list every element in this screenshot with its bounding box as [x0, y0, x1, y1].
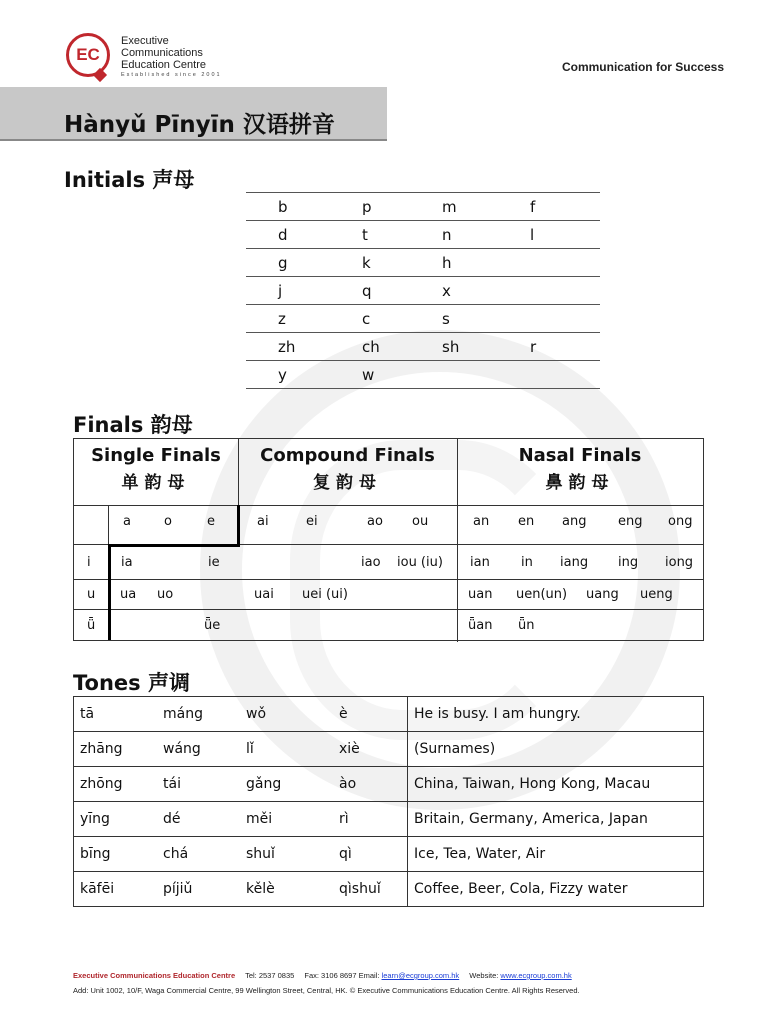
tone-2-cell: píjiǔ: [157, 872, 240, 907]
initial-cell: w: [330, 361, 410, 389]
meaning-cell: He is busy. I am hungry.: [408, 697, 704, 732]
final-ueng: ueng: [640, 587, 673, 602]
initial-cell: x: [410, 277, 498, 305]
medial-i: i: [87, 555, 91, 570]
meaning-cell: Coffee, Beer, Cola, Fizzy water: [408, 872, 704, 907]
tones-row: [74, 837, 704, 872]
initials-row: [246, 333, 600, 361]
footer-website-label: Website:: [469, 971, 499, 980]
single-finals-header: [74, 439, 238, 505]
final-iao: iao: [361, 555, 381, 570]
initials-table: [246, 192, 600, 389]
ec-logo: [66, 33, 286, 83]
divider: [108, 505, 109, 544]
footer-website-link[interactable]: www.ecgroup.com.hk: [500, 971, 572, 980]
final-iou: iou (iu): [397, 555, 443, 570]
tone-4-cell: qìshuǐ: [333, 872, 408, 907]
tones-row: [74, 802, 704, 837]
nasal-finals-title: Nasal Finals: [518, 445, 642, 466]
ec-logo-mark: EC: [66, 33, 110, 77]
initial-cell: d: [246, 221, 330, 249]
initial-cell: sh: [410, 333, 498, 361]
final-ing: ing: [618, 555, 639, 570]
tone-2-cell: máng: [157, 697, 240, 732]
compound-finals-title-zh: 复韵母: [313, 473, 382, 493]
tone-2-cell: wáng: [157, 732, 240, 767]
final-e: e: [207, 514, 215, 529]
initial-cell: l: [498, 221, 600, 249]
single-finals-title-zh: 单韵母: [121, 473, 191, 493]
tone-3-cell: shuǐ: [240, 837, 333, 872]
final-van: ǖan: [468, 618, 493, 633]
divider-thick: [108, 544, 111, 640]
initials-row: [246, 249, 600, 277]
footer-email-link[interactable]: learn@ecgroup.com.hk: [381, 971, 460, 980]
logo-line-3: Education Centre: [121, 59, 206, 71]
final-uo: uo: [157, 587, 174, 602]
initial-cell: z: [246, 305, 330, 333]
final-ia: ia: [121, 555, 133, 570]
initial-cell: b: [246, 193, 330, 221]
footer-tel: Tel: 2537 0835: [245, 971, 295, 980]
final-uang: uang: [586, 587, 619, 602]
initials-heading: Initials 声母: [64, 168, 195, 192]
initial-cell: n: [410, 221, 498, 249]
initials-row: [246, 277, 600, 305]
footer-address: Add: Unit 1002, 10/F, Waga Commercial Centre, 99 Wellington Street, Central, HK. © Executive Communications Education Centre. All Rights Reserved.: [73, 986, 580, 995]
final-vn: ǖn: [518, 618, 535, 633]
single-finals-title: Single Finals: [91, 445, 221, 466]
initial-cell: f: [498, 193, 600, 221]
meaning-cell: China, Taiwan, Hong Kong, Macau: [408, 767, 704, 802]
meaning-cell: Britain, Germany, America, Japan: [408, 802, 704, 837]
final-eng: eng: [618, 514, 643, 529]
initial-cell: h: [410, 249, 498, 277]
tone-1-cell: bīng: [74, 837, 158, 872]
final-an: an: [473, 514, 490, 529]
final-a: a: [123, 514, 131, 529]
tone-2-cell: chá: [157, 837, 240, 872]
tone-4-cell: ào: [333, 767, 408, 802]
initials-row: [246, 221, 600, 249]
initial-cell: c: [330, 305, 410, 333]
initial-cell: [498, 305, 600, 333]
compound-finals-title: Compound Finals: [260, 445, 435, 466]
compound-finals-header: [238, 439, 457, 505]
initial-cell: r: [498, 333, 600, 361]
meaning-cell: (Surnames): [408, 732, 704, 767]
final-ang: ang: [562, 514, 587, 529]
initial-cell: m: [410, 193, 498, 221]
logo-established: Established since 2001: [121, 72, 222, 78]
title-underline: [0, 139, 387, 141]
divider: [74, 505, 703, 506]
initials-row: [246, 193, 600, 221]
initial-cell: y: [246, 361, 330, 389]
initial-cell: g: [246, 249, 330, 277]
tone-2-cell: dé: [157, 802, 240, 837]
divider-thick: [108, 544, 240, 547]
logo-line-2: Communications: [121, 47, 203, 59]
tone-4-cell: rì: [333, 802, 408, 837]
initial-cell: [410, 361, 498, 389]
divider: [74, 579, 703, 580]
initial-cell: ch: [330, 333, 410, 361]
tone-2-cell: tái: [157, 767, 240, 802]
final-ai: ai: [257, 514, 269, 529]
nasal-finals-title-zh: 鼻韵母: [545, 473, 615, 493]
divider: [457, 439, 458, 642]
tones-row: [74, 697, 704, 732]
initial-cell: s: [410, 305, 498, 333]
nasal-finals-header: [457, 439, 703, 505]
page-title: Hànyǔ Pīnyīn 汉语拼音: [64, 112, 335, 138]
footer: [73, 971, 713, 995]
divider: [74, 609, 703, 610]
divider: [238, 439, 239, 505]
tone-3-cell: měi: [240, 802, 333, 837]
divider-thick: [237, 505, 240, 547]
final-ua: ua: [120, 587, 137, 602]
tone-4-cell: è: [333, 697, 408, 732]
initial-cell: [498, 361, 600, 389]
footer-fax-email-label: Fax: 3106 8697 Email:: [304, 971, 380, 980]
initials-row: [246, 361, 600, 389]
meaning-cell: Ice, Tea, Water, Air: [408, 837, 704, 872]
initial-cell: t: [330, 221, 410, 249]
footer-org: Executive Communications Education Centre: [73, 971, 236, 980]
tone-1-cell: zhāng: [74, 732, 158, 767]
final-iang: iang: [560, 555, 589, 570]
final-ou: ou: [412, 514, 429, 529]
final-iong: iong: [665, 555, 694, 570]
tagline: Communication for Success: [561, 60, 724, 74]
initials-row: [246, 305, 600, 333]
tone-1-cell: yīng: [74, 802, 158, 837]
logo-line-1: Executive: [121, 35, 169, 47]
medial-u: u: [87, 587, 96, 602]
tone-3-cell: kělè: [240, 872, 333, 907]
finals-table: [73, 438, 704, 641]
final-ian: ian: [470, 555, 490, 570]
final-uei: uei (ui): [302, 587, 348, 602]
tone-4-cell: xiè: [333, 732, 408, 767]
initial-cell: [498, 249, 600, 277]
final-uan: uan: [468, 587, 493, 602]
final-ong: ong: [668, 514, 693, 529]
final-ei: ei: [306, 514, 318, 529]
tones-table: [73, 696, 704, 907]
tone-3-cell: wǒ: [240, 697, 333, 732]
tone-1-cell: tā: [74, 697, 158, 732]
tones-row: [74, 767, 704, 802]
initial-cell: zh: [246, 333, 330, 361]
initial-cell: [498, 277, 600, 305]
final-ve: ǖe: [204, 618, 221, 633]
tone-1-cell: kāfēi: [74, 872, 158, 907]
final-uai: uai: [254, 587, 274, 602]
final-in: in: [521, 555, 533, 570]
ec-logo-text: [121, 35, 222, 79]
finals-heading: Finals 韵母: [73, 413, 193, 437]
initial-cell: j: [246, 277, 330, 305]
tones-heading: Tones 声调: [73, 671, 190, 695]
initial-cell: k: [330, 249, 410, 277]
tone-3-cell: gǎng: [240, 767, 333, 802]
final-ao: ao: [367, 514, 383, 529]
tone-1-cell: zhōng: [74, 767, 158, 802]
tones-row: [74, 872, 704, 907]
tones-row: [74, 732, 704, 767]
tone-4-cell: qì: [333, 837, 408, 872]
final-uen: uen(un): [516, 587, 568, 602]
medial-v: ǖ: [87, 618, 96, 633]
tone-3-cell: lǐ: [240, 732, 333, 767]
final-o: o: [164, 514, 172, 529]
initial-cell: q: [330, 277, 410, 305]
final-en: en: [518, 514, 535, 529]
initial-cell: p: [330, 193, 410, 221]
final-ie: ie: [208, 555, 220, 570]
